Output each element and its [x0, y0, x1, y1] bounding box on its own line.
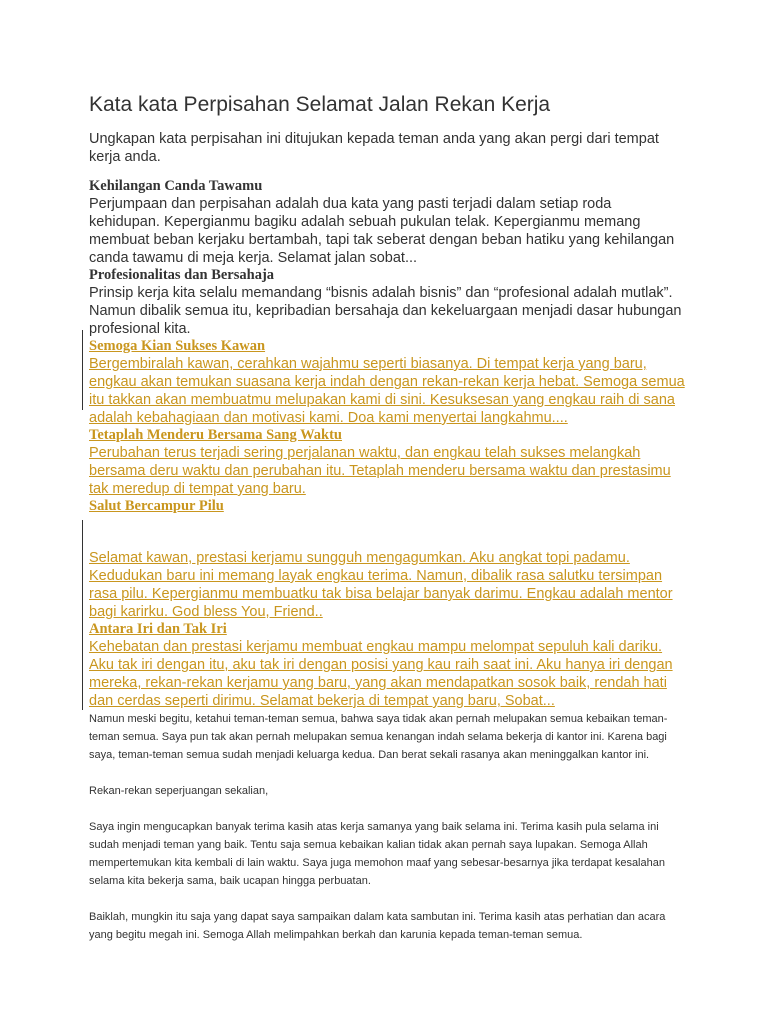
section-title: Profesionalitas dan Bersahaja: [89, 267, 275, 283]
section-link-antara[interactable]: [89, 621, 685, 710]
section-body: Prinsip kerja kita selalu memandang “bisnis adalah bisnis” dan “profesional adalah mutlak”. Namun dibalik semua itu, kepribadian bersahaja dan kekeluargaan menjadi dasar hubungan profesional kita.: [89, 285, 682, 337]
section-body-link[interactable]: Selamat kawan, prestasi kerjamu sungguh mengagumkan. Aku angkat topi padamu. Kedudukan baru ini memang layak engkau terima. Namun, dibalik rasa salutku tersimpan rasa pilu. Kepergianmu membuatku tak bisa belajar banyak darimu. Engkau adalah mentor bagi karirku. God bless You, Friend..: [89, 550, 673, 620]
section-body-link[interactable]: Kehebatan dan prestasi kerjamu membuat engkau mampu melompat sepuluh kali dariku. Aku tak iri dengan itu, aku tak iri dengan posisi yang kau raih saat ini. Aku hanya iri dengan mereka, rekan-rekan kerjamu yang baru, yang akan mendapatkan sosok baik, rendah hati dan cerdas seperti dirimu. Selamat bekerja di tempat yang baru, Sobat...: [89, 639, 673, 709]
section-link-tetaplah[interactable]: [89, 427, 685, 498]
spacer: [89, 764, 685, 782]
document-page: [89, 92, 685, 944]
section-body-link[interactable]: Perubahan terus terjadi sering perjalanan waktu, dan engkau telah sukses melangkah bersama deru waktu dan perubahan itu. Tetaplah menderu bersama waktu dan prestasimu tak meredup di tempat yang baru.: [89, 445, 671, 497]
section-title: Kehilangan Canda Tawamu: [89, 178, 263, 194]
closing-paragraph-3: Saya ingin mengucapkan banyak terima kasih atas kerja samanya yang baik selama ini. Terima kasih pula selama ini sudah menjadi teman yang baik. Tentu saja semua kebaikan kalian tidak akan pernah saya lupakan. Semoga Allah mempertemukan kita kembali di lain waktu. Saya juga memohon maaf yang sebesar-besarnya jika terdapat kesalahan selama kita bekerja sama, baik ucapan hingga perbuatan.: [89, 821, 665, 887]
closing-paragraph-4: Baiklah, mungkin itu saja yang dapat saya sampaikan dalam kata sambutan ini. Terima kasih atas perhatian dan acara yang begitu megah ini. Semoga Allah melimpahkan berkah dan karunia kepada teman-teman semua.: [89, 911, 666, 941]
section-kehilangan: [89, 178, 685, 267]
section-title-link[interactable]: Tetaplah Menderu Bersama Sang Waktu: [89, 427, 342, 443]
closing-paragraph-1: Namun meski begitu, ketahui teman-teman semua, bahwa saya tidak akan pernah melupakan semua kebaikan teman-teman semua. Saya pun tak akan pernah melupakan semua kenangan indah selama bekerja di kantor ini. Karena bagi saya, teman-teman semua sudah menjadi keluarga kedua. Dan berat sekali rasanya akan meninggalkan kantor ini.: [89, 713, 668, 761]
intro-paragraph: Ungkapan kata perpisahan ini ditujukan kepada teman anda yang akan pergi dari tempat kerja anda.: [89, 131, 659, 165]
spacer: [89, 515, 685, 549]
section-link-semoga[interactable]: [89, 338, 685, 427]
left-margin-bar-bottom: [82, 520, 83, 710]
left-margin-bar-top: [82, 330, 83, 410]
section-profesionalitas: [89, 267, 685, 338]
section-title-link[interactable]: Salut Bercampur Pilu: [89, 498, 224, 514]
section-body-link[interactable]: Bergembiralah kawan, cerahkan wajahmu seperti biasanya. Di tempat kerja yang baru, engkau akan temukan suasana kerja indah dengan rekan-rekan kerja hebat. Semoga semua itu takkan akan membuatmu melupakan kami di sini. Kesuksesan yang engkau raih di sana adalah kebahagiaan dan motivasi kami. Doa kami menyertai langkahmu....: [89, 356, 685, 426]
page-title: Kata kata Perpisahan Selamat Jalan Rekan Kerja: [89, 93, 551, 116]
section-title-link[interactable]: Semoga Kian Sukses Kawan: [89, 338, 266, 354]
spacer: [89, 800, 685, 818]
section-title-link[interactable]: Antara Iri dan Tak Iri: [89, 621, 227, 637]
section-body: Perjumpaan dan perpisahan adalah dua kata yang pasti terjadi dalam setiap roda kehidupan. Kepergianmu bagiku adalah sebuah pukulan telak. Kepergianmu memang membuat beban kerjaku bertambah, tapi tak seberat dengan beban hatiku yang kehilangan canda tawamu di meja kerja. Selamat jalan sobat...: [89, 196, 675, 266]
section-link-salut[interactable]: [89, 498, 685, 621]
spacer: [89, 890, 685, 908]
closing-paragraph-2: Rekan-rekan seperjuangan sekalian,: [89, 785, 269, 797]
